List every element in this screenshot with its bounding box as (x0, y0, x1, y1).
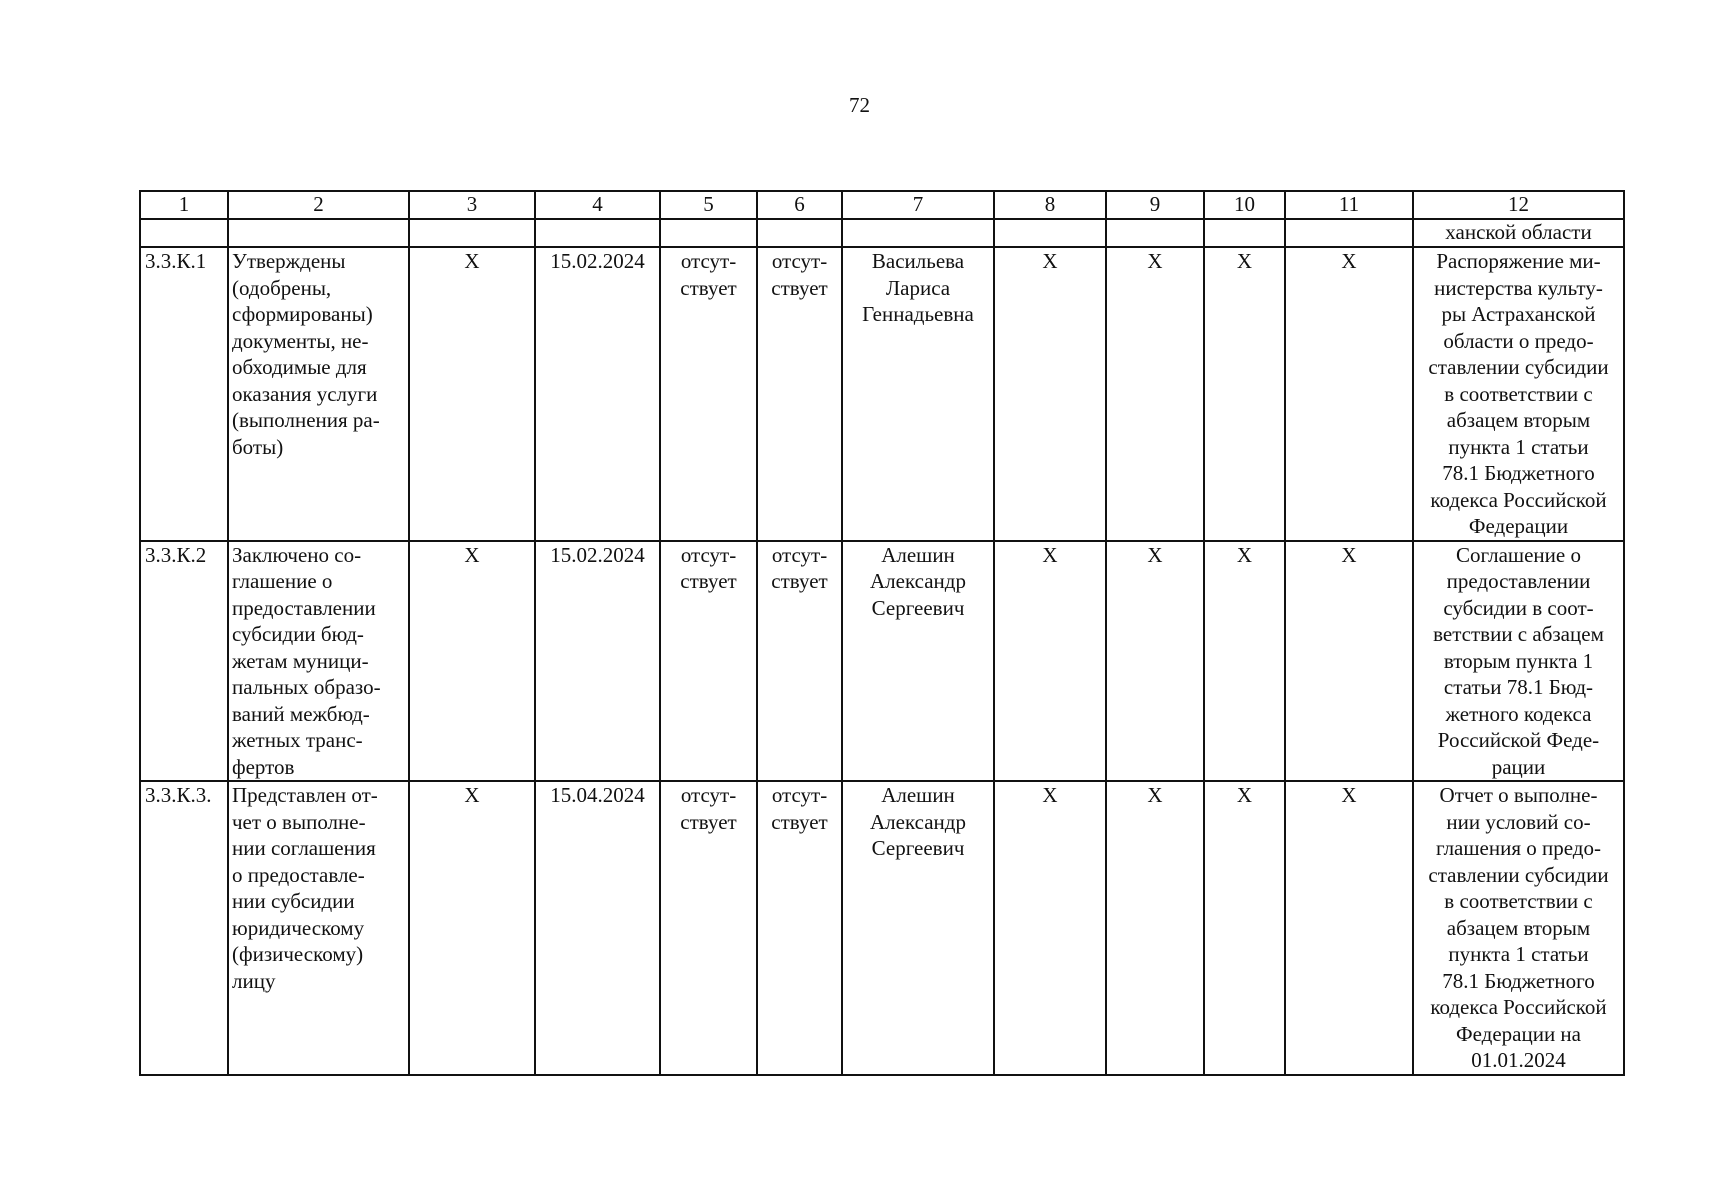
row-col10: X (1204, 247, 1285, 541)
continuation-row (140, 219, 1624, 247)
continuation-cell-7 (842, 219, 994, 247)
row-code: 3.3.К.1 (140, 247, 228, 541)
header-cell-9: 9 (1106, 191, 1204, 219)
header-cell-1: 1 (140, 191, 228, 219)
row-col5: отсут- ствует (660, 781, 757, 1075)
header-cell-4: 4 (535, 191, 660, 219)
table-row (140, 247, 1624, 541)
row-col5: отсут- ствует (660, 541, 757, 782)
header-cell-10: 10 (1204, 191, 1285, 219)
header-cell-8: 8 (994, 191, 1106, 219)
header-cell-5: 5 (660, 191, 757, 219)
header-cell-2: 2 (228, 191, 409, 219)
row-col3: X (409, 781, 535, 1075)
row-col3: X (409, 541, 535, 782)
row-col6: отсут- ствует (757, 541, 842, 782)
row-responsible: Алешин Александр Сергеевич (842, 781, 994, 1075)
continuation-cell-11 (1285, 219, 1413, 247)
continuation-cell-8 (994, 219, 1106, 247)
table-row (140, 781, 1624, 1075)
row-responsible: Васильева Лариса Геннадьевна (842, 247, 994, 541)
row-col3: X (409, 247, 535, 541)
row-col11: X (1285, 541, 1413, 782)
row-col8: X (994, 247, 1106, 541)
continuation-cell-10 (1204, 219, 1285, 247)
row-col8: X (994, 781, 1106, 1075)
row-col9: X (1106, 541, 1204, 782)
row-col11: X (1285, 781, 1413, 1075)
table-row (140, 541, 1624, 782)
continuation-cell-3 (409, 219, 535, 247)
row-col9: X (1106, 247, 1204, 541)
row-event: Представлен от- чет о выполне- нии соглашения о предоставле- нии субсидии юридическому (физическому) лицу (228, 781, 409, 1075)
header-cell-6: 6 (757, 191, 842, 219)
continuation-cell-2 (228, 219, 409, 247)
continuation-cell-1 (140, 219, 228, 247)
row-col9: X (1106, 781, 1204, 1075)
header-cell-3: 3 (409, 191, 535, 219)
row-col10: X (1204, 781, 1285, 1075)
row-responsible: Алешин Александр Сергеевич (842, 541, 994, 782)
row-date: 15.02.2024 (535, 541, 660, 782)
row-col11: X (1285, 247, 1413, 541)
row-date: 15.02.2024 (535, 247, 660, 541)
row-event: Заключено со- глашение о предоставлении субсидии бюд- жетам муници- пальных образо- ваний межбюд- жетных транс- фертов (228, 541, 409, 782)
row-event: Утверждены (одобрены, сформированы) документы, не- обходимые для оказания услуги (выполнения ра- боты) (228, 247, 409, 541)
row-code: 3.3.К.2 (140, 541, 228, 782)
row-document: Распоряжение ми- нистерства культу- ры Астраханской области о предо- ставлении субсидии в соответствии с абзацем вторым пункта 1 статьи 78.1 Бюджетного кодекса Российской Федерации (1413, 247, 1624, 541)
continuation-cell-5 (660, 219, 757, 247)
header-cell-11: 11 (1285, 191, 1413, 219)
header-cell-12: 12 (1413, 191, 1624, 219)
row-code: 3.3.К.3. (140, 781, 228, 1075)
continuation-cell-9 (1106, 219, 1204, 247)
row-document: Соглашение о предоставлении субсидии в соот- ветствии с абзацем вторым пункта 1 статьи 78.1 Бюд- жетного кодекса Российской Феде- рации (1413, 541, 1624, 782)
continuation-cell-4 (535, 219, 660, 247)
row-col5: отсут- ствует (660, 247, 757, 541)
row-date: 15.04.2024 (535, 781, 660, 1075)
continuation-cell-6 (757, 219, 842, 247)
page-number: 72 (849, 93, 870, 117)
row-col8: X (994, 541, 1106, 782)
row-col10: X (1204, 541, 1285, 782)
row-col6: отсут- ствует (757, 247, 842, 541)
header-cell-7: 7 (842, 191, 994, 219)
continuation-cell-12: ханской области (1413, 219, 1624, 247)
row-col6: отсут- ствует (757, 781, 842, 1075)
control-points-table (139, 190, 1625, 1076)
row-document: Отчет о выполне- нии условий со- глашения о предо- ставлении субсидии в соответствии с абзацем вторым пункта 1 статьи 78.1 Бюджетного кодекса Российской Федерации на 01.01.2024 (1413, 781, 1624, 1075)
header-row (140, 191, 1624, 219)
